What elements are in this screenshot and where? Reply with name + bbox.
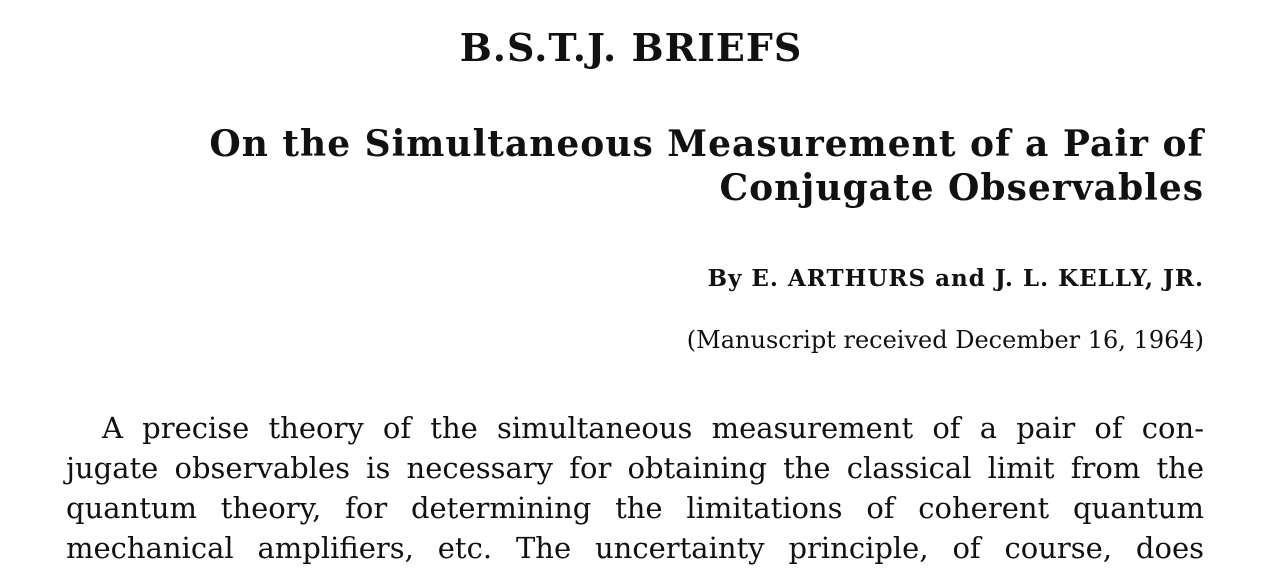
author-byline: By E. ARTHURS and J. L. KELLY, JR. [707,265,1204,292]
body-line-4: mechanical amplifiers, etc. The uncertainty principle, of course, does [66,531,1204,565]
manuscript-received-date: (Manuscript received December 16, 1964) [686,326,1204,354]
article-title-line-1: On the Simultaneous Measurement of a Pair of [209,123,1204,165]
body-paragraph [66,408,1204,568]
article-title-line-2: Conjugate Observables [719,167,1204,209]
body-line-1: A precise theory of the simultaneous measurement of a pair of con- [102,411,1204,445]
body-line-3: quantum theory, for determining the limitations of coherent quantum [66,491,1204,525]
body-line-2: jugate observables is necessary for obtaining the classical limit from the [66,451,1204,485]
section-heading: B.S.T.J. BRIEFS [459,25,803,70]
article-title [104,122,1204,210]
